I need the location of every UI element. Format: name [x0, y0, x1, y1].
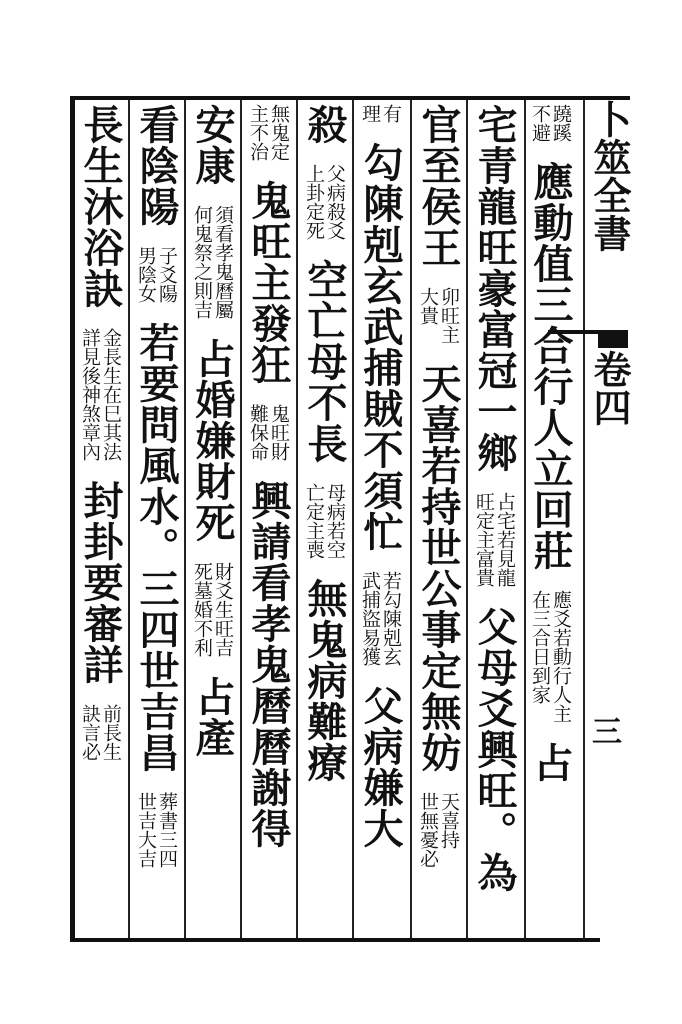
main-text: 若要問風水。三四世吉昌	[133, 322, 180, 773]
column-rule	[240, 100, 242, 938]
book-title: 卜筮全書	[587, 100, 632, 252]
main-text: 官至侯王	[415, 104, 462, 268]
annotation: 鬼旺財 難保命	[247, 404, 290, 461]
annotation: 金長生在巳其法 詳見後神煞章內	[79, 328, 122, 461]
column-rule	[296, 100, 298, 938]
column-rule	[583, 100, 585, 938]
main-text: 封卦要審詳	[77, 480, 124, 685]
main-text: 殺	[301, 104, 348, 145]
annotation: 應爻若動行人主 在三合日到家	[529, 590, 572, 723]
annotation: 子爻陽 男陰女	[135, 246, 178, 303]
page-number: 三	[592, 715, 622, 750]
column-rule	[352, 100, 354, 938]
main-text: 占婚嫌財死	[189, 338, 236, 543]
annotation: 卯旺主 大貴	[417, 287, 460, 344]
main-text: 天喜若持世公事定無妨	[415, 363, 462, 773]
main-text: 占	[527, 742, 574, 783]
frame-bottom-border	[70, 938, 600, 942]
annotation: 若勾陳剋玄 武捕盜易獲	[359, 571, 402, 666]
fishtail-mark	[598, 334, 628, 348]
frame-top-border	[70, 96, 630, 100]
chapter-label: 卷四	[587, 350, 632, 426]
text-column-3	[415, 104, 462, 868]
text-column-5	[301, 104, 348, 783]
column-rule	[410, 100, 412, 938]
main-text: 興請看孝鬼曆曆謝得	[245, 480, 292, 849]
main-text: 無鬼病難療	[301, 578, 348, 783]
main-text: 安康	[189, 104, 236, 186]
annotation: 前長生 訣言必	[79, 704, 122, 761]
main-text: 父病嫌大	[357, 685, 404, 849]
text-column-4	[357, 104, 404, 849]
annotation: 蹺蹊 不避	[529, 104, 572, 142]
main-text: 勾陳剋玄武捕賊不須忙	[357, 142, 404, 552]
text-column-6	[245, 104, 292, 849]
main-text: 空亡母不長	[301, 259, 348, 464]
main-text: 父母爻興旺。為	[471, 606, 518, 893]
main-text: 宅青龍旺豪富冠一鄉	[471, 104, 518, 473]
annotation: 占宅若見龍 旺定主富貴	[473, 492, 516, 587]
main-text: 長生沐浴訣	[77, 104, 124, 309]
column-rule	[184, 100, 186, 938]
text-column-2	[471, 104, 518, 893]
frame-left-border	[70, 96, 75, 942]
annotation: 財爻生旺吉 死墓婚不利	[191, 562, 234, 657]
column-rule	[128, 100, 130, 938]
text-column-8	[133, 104, 180, 868]
annotation: 天喜持 世無憂必	[417, 792, 460, 868]
column-rule	[466, 100, 468, 938]
annotation: 葬書三四 世吉大吉	[135, 792, 178, 868]
main-text: 看陰陽	[133, 104, 180, 227]
column-rule	[524, 100, 526, 938]
annotation: 有 理	[359, 104, 402, 123]
text-column-7	[189, 104, 236, 758]
main-text: 鬼旺主發狂	[245, 180, 292, 385]
main-text: 應動值三合行人立回莊	[527, 161, 574, 571]
main-text: 占產	[189, 676, 236, 758]
text-column-1	[527, 104, 574, 783]
annotation: 母病若空 亡定主喪	[303, 483, 346, 559]
annotation: 無鬼定 主不治	[247, 104, 290, 161]
annotation: 須看孝鬼曆屬 何鬼祭之則吉	[191, 205, 234, 319]
annotation: 父病殺爻 上卦定死	[303, 164, 346, 240]
text-column-9	[77, 104, 124, 761]
